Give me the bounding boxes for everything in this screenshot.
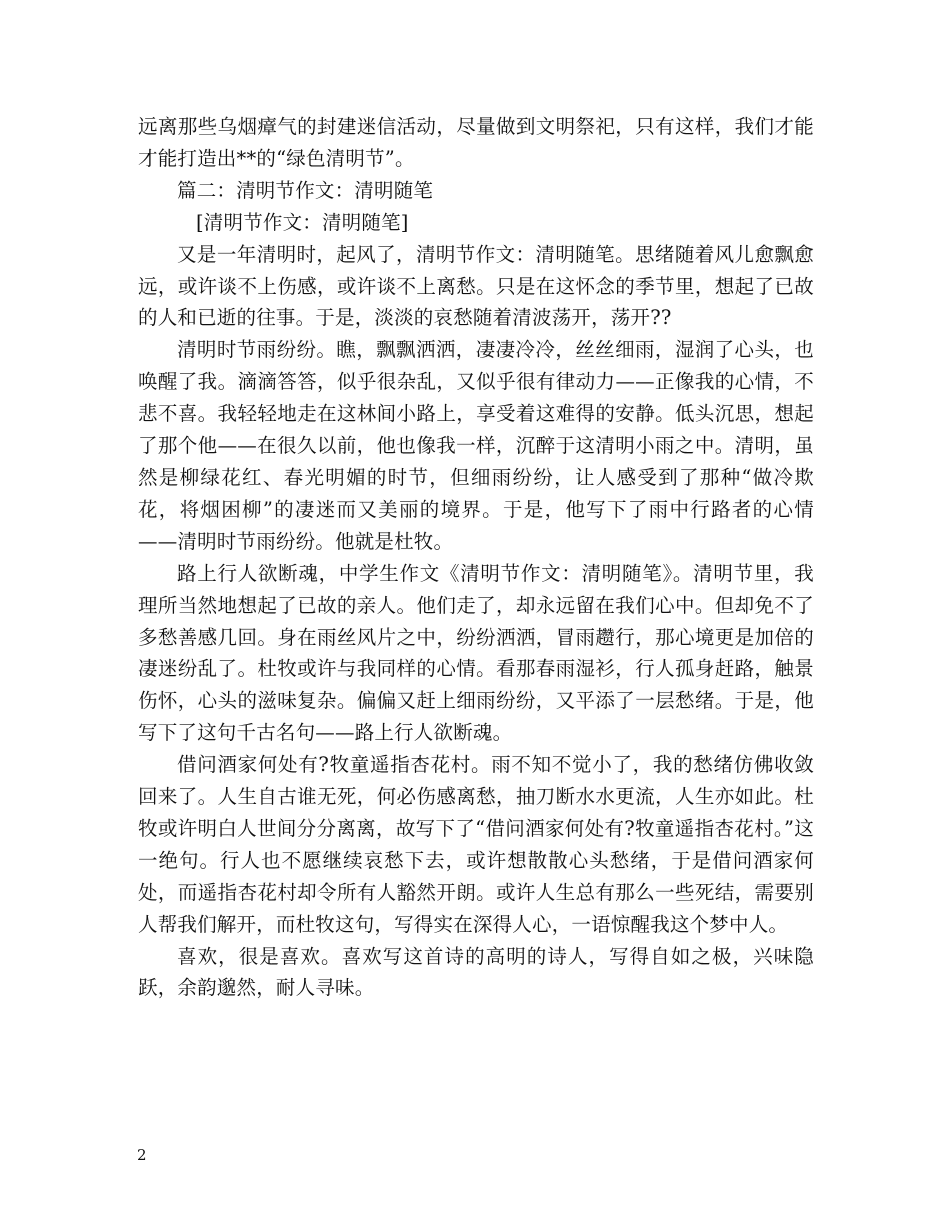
paragraph: 清明时节雨纷纷。瞧，飘飘洒洒，凄凄冷冷，丝丝细雨，湿润了心头，也唤醒了我。滴滴答答，似乎很杂乱，又似乎很有律动力——正像我的心情，不悲不喜。我轻轻地走在这林间小路上，享受着这难得的安静。低头沉思，想起了那个他——在很久以前，他也像我一样，沉醉于这清明小雨之中。清明，虽然是柳绿花红、春光明媚的时节，但细雨纷纷，让人感受到了那种“做冷欺花，将烟困柳”的凄迷而又美丽的境界。于是，他写下了雨中行路者的心情——清明时节雨纷纷。他就是杜牧。 [138,338,814,553]
paragraph: 喜欢，很是喜欢。喜欢写这首诗的高明的诗人，写得自如之极，兴味隐跃，余韵邈然，耐人寻味。 [138,944,814,1000]
document-body [138,111,814,1004]
paragraph: 借问酒家何处有?牧童遥指杏花村。雨不知不觉小了，我的愁绪仿佛收敛回来了。人生自古谁无死，何必伤感离愁，抽刀断水水更流，人生亦如此。杜牧或许明白人世间分分离离，故写下了“借问酒家何处有?牧童遥指杏花村。”这一绝句。行人也不愿继续哀愁下去，或许想散散心头愁绪，于是借问酒家何处，而遥指杏花村却令所有人豁然开朗。或许人生总有那么一些死结，需要别人帮我们解开，而杜牧这句，写得实在深得人心，一语惊醒我这个梦中人。 [138,753,814,936]
paragraph-continuation: 远离那些乌烟瘴气的封建迷信活动，尽量做到文明祭祀，只有这样，我们才能才能打造出**的“绿色清明节”。 [138,115,814,170]
section-heading: 篇二：清明节作文：清明随笔 [177,178,434,202]
page-number: 2 [137,1146,147,1164]
paragraph: 路上行人欲断魂，中学生作文《清明节作文：清明随笔》。清明节里，我理所当然地想起了已故的亲人。他们走了，却永远留在我们心中。但却免不了多愁善感几回。身在雨丝风片之中，纷纷洒洒，冒雨趱行，那心境更是加倍的凄迷纷乱了。杜牧或许与我同样的心情。看那春雨湿衫，行人孤身赶路，触景伤怀，心头的滋味复杂。偏偏又赶上细雨纷纷，又平添了一层愁绪。于是，他写下了这句千古名句——路上行人欲断魂。 [138,561,814,745]
paragraph: 又是一年清明时，起风了，清明节作文：清明随笔。思绪随着风儿愈飘愈远，或许谈不上伤感，或许谈不上离愁。只是在这怀念的季节里，想起了已故的人和已逝的往事。于是，淡淡的哀愁随着清波荡开，荡开?? [138,242,814,330]
section-subtitle: [清明节作文：清明随笔] [196,210,409,234]
